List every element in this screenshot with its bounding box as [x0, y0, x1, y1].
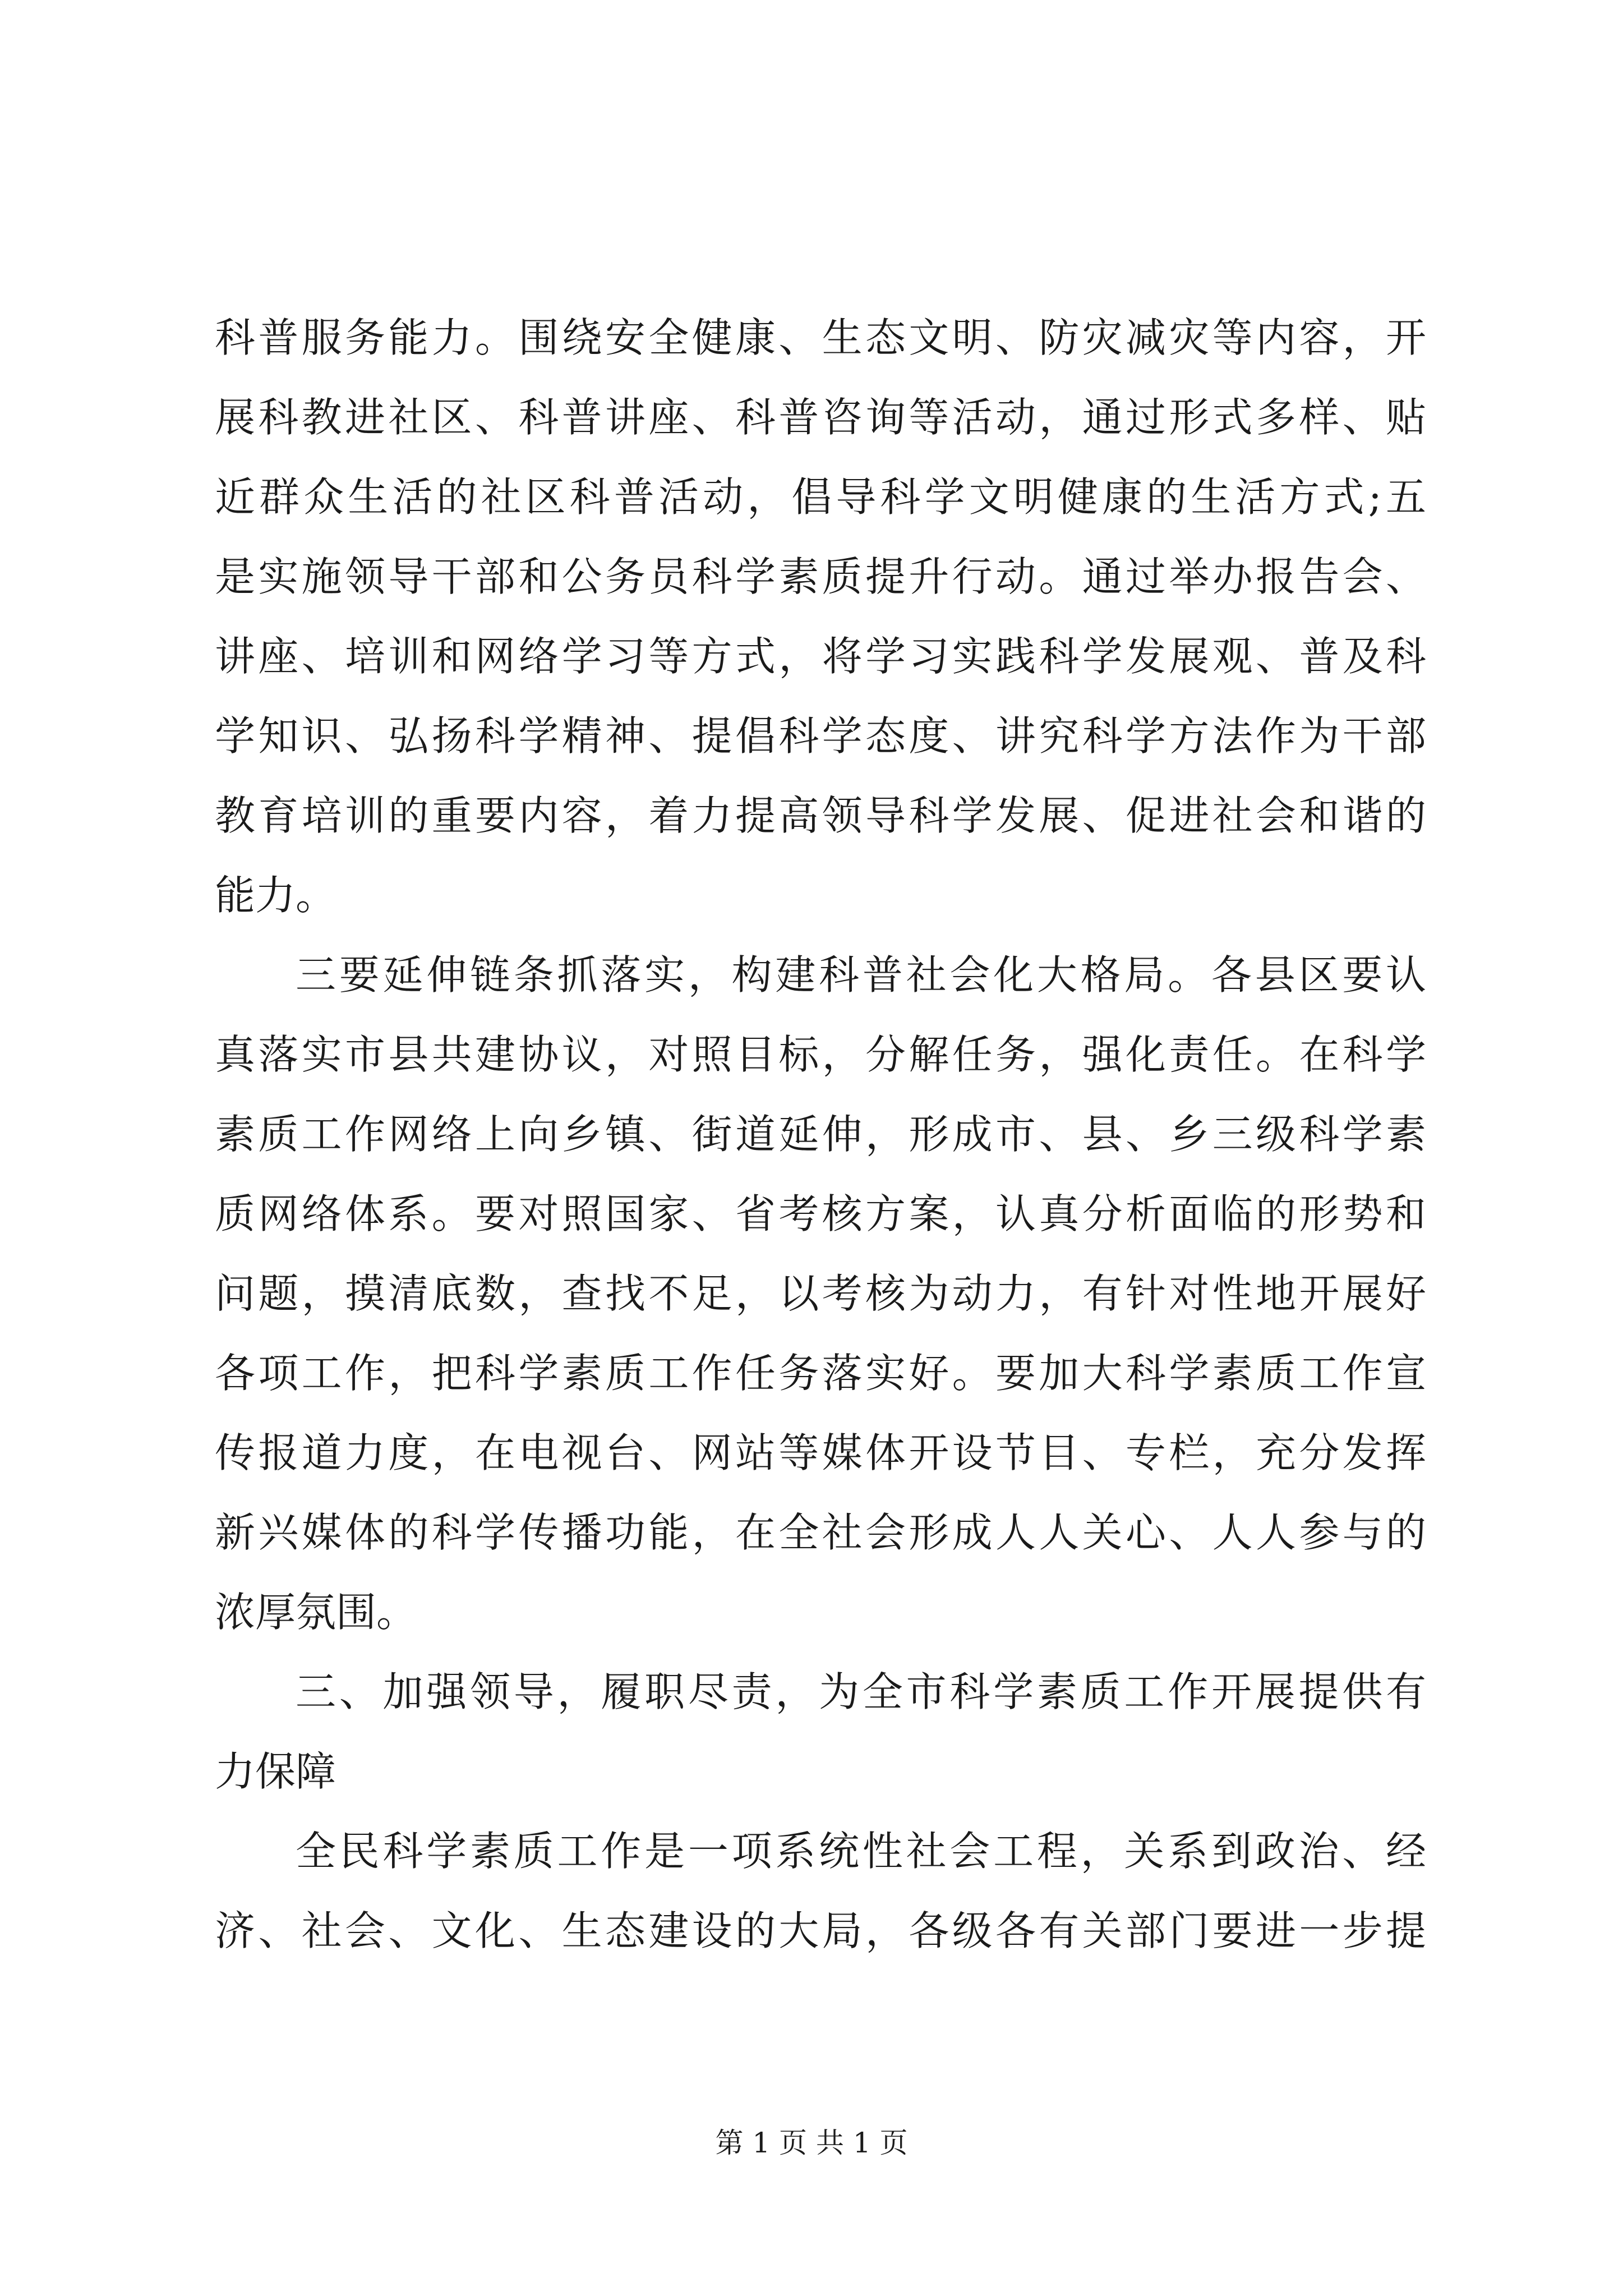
text-line: 浓厚氛围。	[215, 1589, 417, 1636]
text-line: 三、加强领导，履职尽责，为全市科学素质工作开展提供有	[296, 1668, 1426, 1715]
text-line: 近群众生活的社区科普活动，倡导科学文明健康的生活方式;五	[215, 473, 1426, 521]
text-line: 真落实市县共建协议，对照目标，分解任务，强化责任。在科学	[215, 1031, 1426, 1078]
text-line: 是实施领导干部和公务员科学素质提升行动。通过举办报告会、	[215, 553, 1426, 600]
text-line: 全民科学素质工作是一项系统性社会工程，关系到政治、经	[296, 1828, 1426, 1875]
document-body	[215, 298, 1426, 1971]
text-line: 传报道力度，在电视台、网站等媒体开设节目、专栏，充分发挥	[215, 1429, 1426, 1476]
text-line: 济、社会、文化、生态建设的大局，各级各有关部门要进一步提	[215, 1907, 1426, 1954]
text-line: 各项工作，把科学素质工作任务落实好。要加大科学素质工作宣	[215, 1350, 1426, 1397]
text-line: 教育培训的重要内容，着力提高领导科学发展、促进社会和谐的	[215, 792, 1426, 839]
text-line: 科普服务能力。围绕安全健康、生态文明、防灾减灾等内容，开	[215, 314, 1426, 361]
page-footer: 第 1 页 共 1 页	[715, 2127, 908, 2159]
text-line: 问题，摸清底数，查找不足，以考核为动力，有针对性地开展好	[215, 1270, 1426, 1317]
text-line: 力保障	[215, 1748, 336, 1795]
text-line: 能力。	[215, 872, 336, 919]
text-line: 展科教进社区、科普讲座、科普咨询等活动，通过形式多样、贴	[215, 394, 1426, 441]
text-line: 三要延伸链条抓落实，构建科普社会化大格局。各县区要认	[296, 951, 1426, 999]
text-line: 素质工作网络上向乡镇、街道延伸，形成市、县、乡三级科学素	[215, 1111, 1426, 1158]
text-line: 质网络体系。要对照国家、省考核方案，认真分析面临的形势和	[215, 1190, 1426, 1237]
text-line: 讲座、培训和网络学习等方式，将学习实践科学发展观、普及科	[215, 633, 1426, 680]
text-line: 新兴媒体的科学传播功能，在全社会形成人人关心、人人参与的	[215, 1509, 1426, 1556]
text-line: 学知识、弘扬科学精神、提倡科学态度、讲究科学方法作为干部	[215, 712, 1426, 760]
